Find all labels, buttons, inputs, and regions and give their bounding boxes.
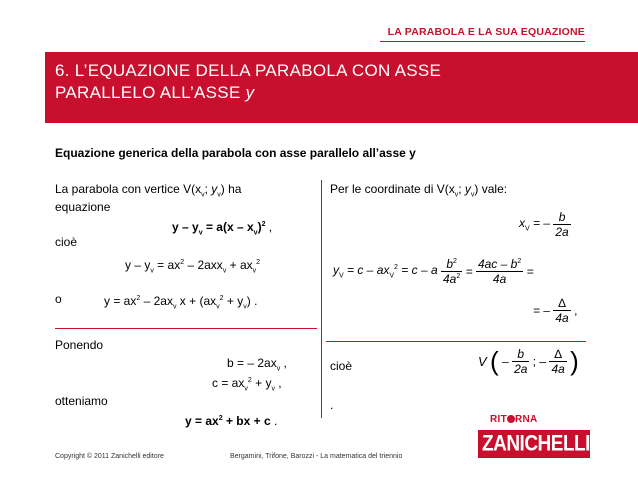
left-otteniamo: otteniamo (55, 394, 108, 408)
expanded-equation: $y - y_v = ax^2 - 2axx_v + ax_v^2$ (125, 258, 261, 275)
title-variable: y (245, 83, 255, 102)
rearranged-equation: $y = ax^2 - 2ax_v$ $x + (ax_v^2 + y_v)$ . (104, 294, 258, 311)
left-ponendo: Ponendo (55, 338, 104, 352)
vertex-coordinates: V ( – $\frac{b}{2a}$ ; – $\frac{\Delta}{4a}$ ) (478, 346, 579, 376)
left-o: o (55, 292, 62, 306)
b-definition: b = – $2ax_v$ , (227, 356, 287, 373)
right-rule (326, 341, 586, 342)
right-dot: . (330, 398, 334, 412)
left-equazione: equazione (55, 200, 111, 214)
topic-label: LA PARABOLA E LA SUA EQUAZIONE (387, 26, 585, 38)
book-credit: Bergamini, Trifone, Barozzi - La matematica del triennio (230, 453, 403, 460)
logo-text: ZANICHELLI (482, 432, 590, 457)
yv-delta: = – $\frac{\Delta}{4a}$ , (533, 296, 578, 325)
left-cioe: cioè (55, 235, 78, 249)
general-equation: $y = ax^2$ + bx + c . (185, 414, 278, 428)
section-subtitle: Equazione generica della parabola con asse parallelo all’asse y (55, 146, 416, 160)
title-line-1: 6. L’EQUAZIONE DELLA PARABOLA CON ASSE (55, 61, 442, 80)
topic-underline (380, 41, 585, 42)
column-divider (321, 180, 322, 418)
right-cioe: cioè (330, 359, 353, 373)
yv-formula: $y_V = c - ax_V^2 = c - a$ $\frac{b^2}{4a^2}$ = $\frac{4ac - b^2}{4a}$ = (333, 257, 534, 286)
c-definition: $c = ax_v^2 + y_v$ , (212, 376, 282, 393)
right-intro: Per le coordinate di $V(x_v$; $y_v$) vale: (330, 182, 508, 199)
ritorna-link[interactable]: RIT RNA (490, 414, 538, 425)
copyright: Copyright © 2011 Zanichelli editore (55, 453, 164, 460)
left-intro: La parabola con vertice $V(x_v$; $y_v$) ha (55, 182, 242, 199)
ritorna-dot-icon (507, 415, 515, 423)
page-title (55, 60, 575, 104)
title-line-2: PARALLELO ALL’ASSE (55, 83, 241, 102)
vertex-equation: $y - y_v = a(x - x_v)^2$ , (172, 220, 273, 237)
xv-formula: $x_V$ = – $\frac{b}{2a}$ (519, 210, 569, 239)
left-rule (55, 328, 317, 329)
